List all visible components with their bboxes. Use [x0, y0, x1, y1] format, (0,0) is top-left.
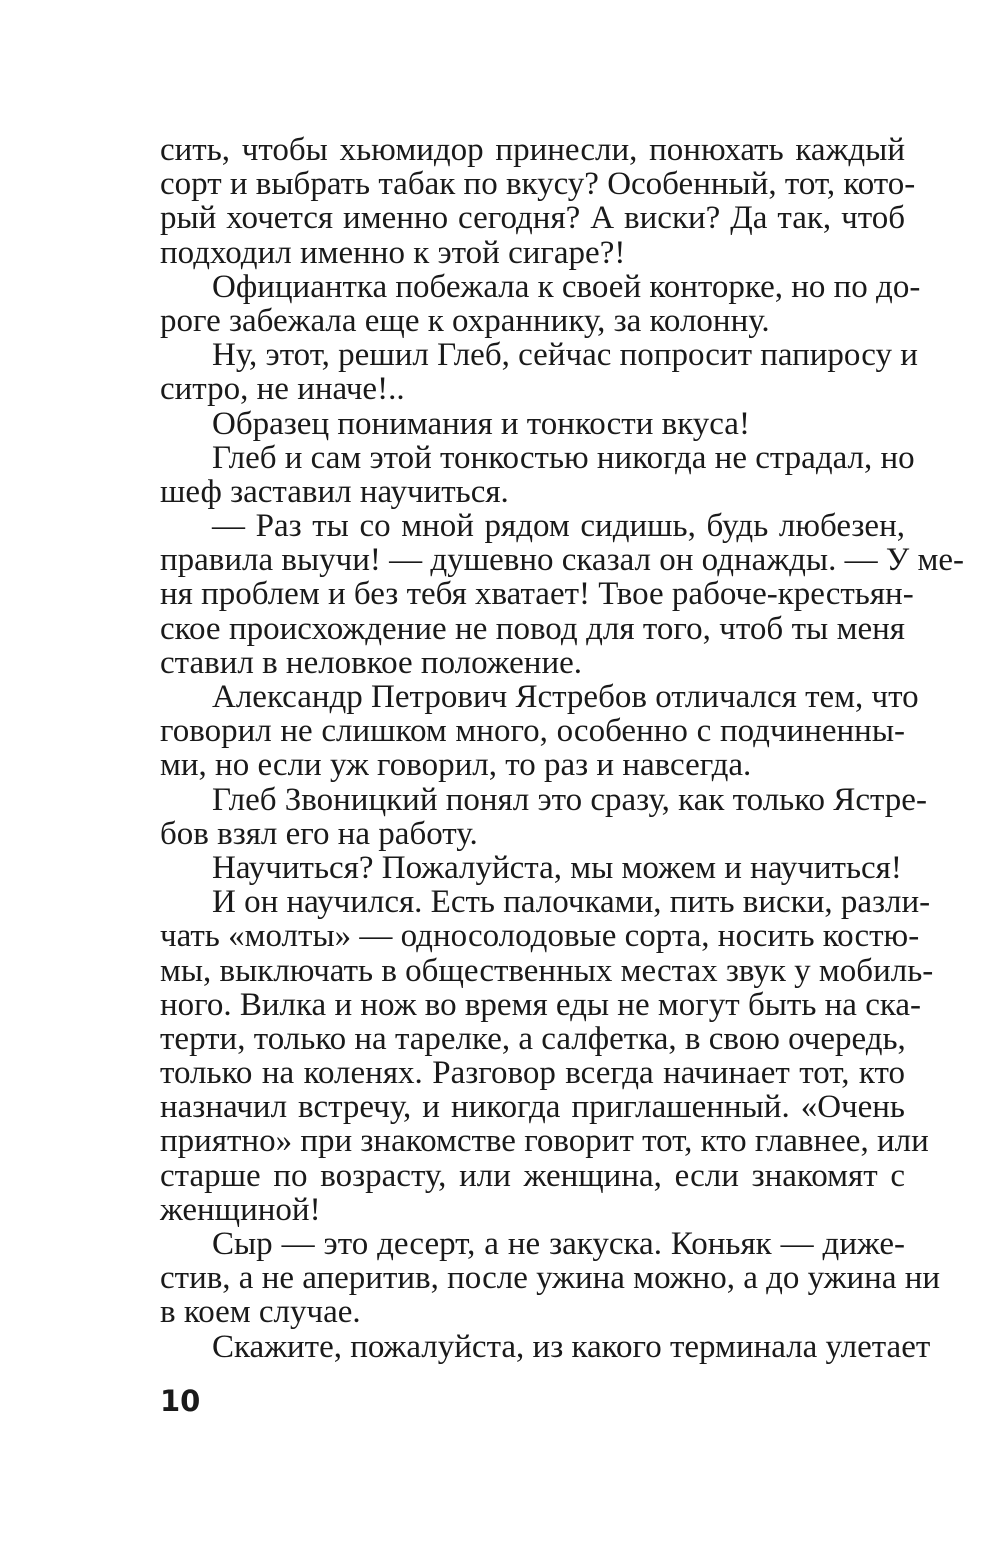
text-line: говорил не слишком много, особенно с подчиненны-	[160, 713, 905, 750]
text-line: стив, а не аперитив, после ужина можно, а до ужина ни	[160, 1260, 941, 1297]
text-line: рый хочется именно сегодня? А виски? Да так, чтоб	[160, 200, 905, 237]
text-line: Образец понимания и тонкости вкуса!	[212, 405, 750, 442]
text-line: правила выучи! — душевно сказал он однажды. — У ме-	[160, 542, 964, 579]
text-line: — Раз ты со мной рядом сидишь, будь любезен,	[212, 508, 905, 545]
text-line: сорт и выбрать табак по вкусу? Особенный, тот, кото-	[160, 166, 916, 203]
body-text	[160, 132, 964, 1365]
text-line: ставил в неловкое положение.	[160, 644, 583, 681]
text-line: приятно» при знакомстве говорит тот, кто главнее, или	[160, 1123, 929, 1160]
text-line: ня проблем и без тебя хватает! Твое рабоче-крестьян-	[160, 576, 914, 613]
text-line: женщиной!	[160, 1191, 321, 1228]
text-line: ское происхождение не повод для того, чтоб ты меня	[160, 610, 905, 647]
text-line: ми, но если уж говорил, то раз и навсегда.	[160, 747, 752, 784]
text-line: только на коленях. Разговор всегда начинает тот, кто	[160, 1055, 905, 1092]
text-line: бов взял его на работу.	[160, 815, 478, 852]
text-line: подходил именно к этой сигаре?!	[160, 234, 626, 271]
text-line: ного. Вилка и нож во время еды не могут быть на ска-	[160, 986, 922, 1023]
text-line: шеф заставил научиться.	[160, 473, 509, 510]
text-line: старше по возрасту, или женщина, если знакомят с	[160, 1157, 905, 1194]
text-line: Ну, этот, решил Глеб, сейчас попросит папиросу и	[212, 337, 918, 374]
text-line: мы, выключать в общественных местах звук у мобиль-	[160, 952, 934, 989]
text-line: Научиться? Пожалуйста, мы можем и научиться!	[212, 849, 902, 886]
text-line: ситро, не иначе!..	[160, 371, 405, 408]
text-line: сить, чтобы хьюмидор принесли, понюхать каждый	[160, 132, 905, 168]
text-line: Глеб и сам этой тонкостью никогда не страдал, но	[212, 439, 915, 476]
page-number: 10	[160, 1384, 201, 1418]
text-line: Сыр — это десерт, а не закуска. Коньяк — диже-	[212, 1226, 905, 1262]
text-line: Александр Петрович Ястребов отличался тем, что	[212, 679, 919, 715]
text-line: в коем случае.	[160, 1294, 361, 1331]
text-line: Глеб Звоницкий понял это сразу, как только Ястре-	[212, 781, 927, 818]
text-line: И он научился. Есть палочками, пить виски, разли-	[212, 884, 931, 921]
text-line: терти, только на тарелке, а салфетка, в свою очередь,	[160, 1020, 906, 1057]
text-line: Официантка побежала к своей конторке, но по до-	[212, 268, 921, 305]
text-line: чать «молты» — односолодовые сорта, носить костю-	[160, 918, 920, 955]
text-line: назначил встречу, и никогда приглашенный. «Очень	[160, 1089, 905, 1126]
text-line: роге забежала еще к охраннику, за колонну.	[160, 302, 770, 339]
text-line: Скажите, пожалуйста, из какого терминала улетает	[212, 1328, 931, 1365]
